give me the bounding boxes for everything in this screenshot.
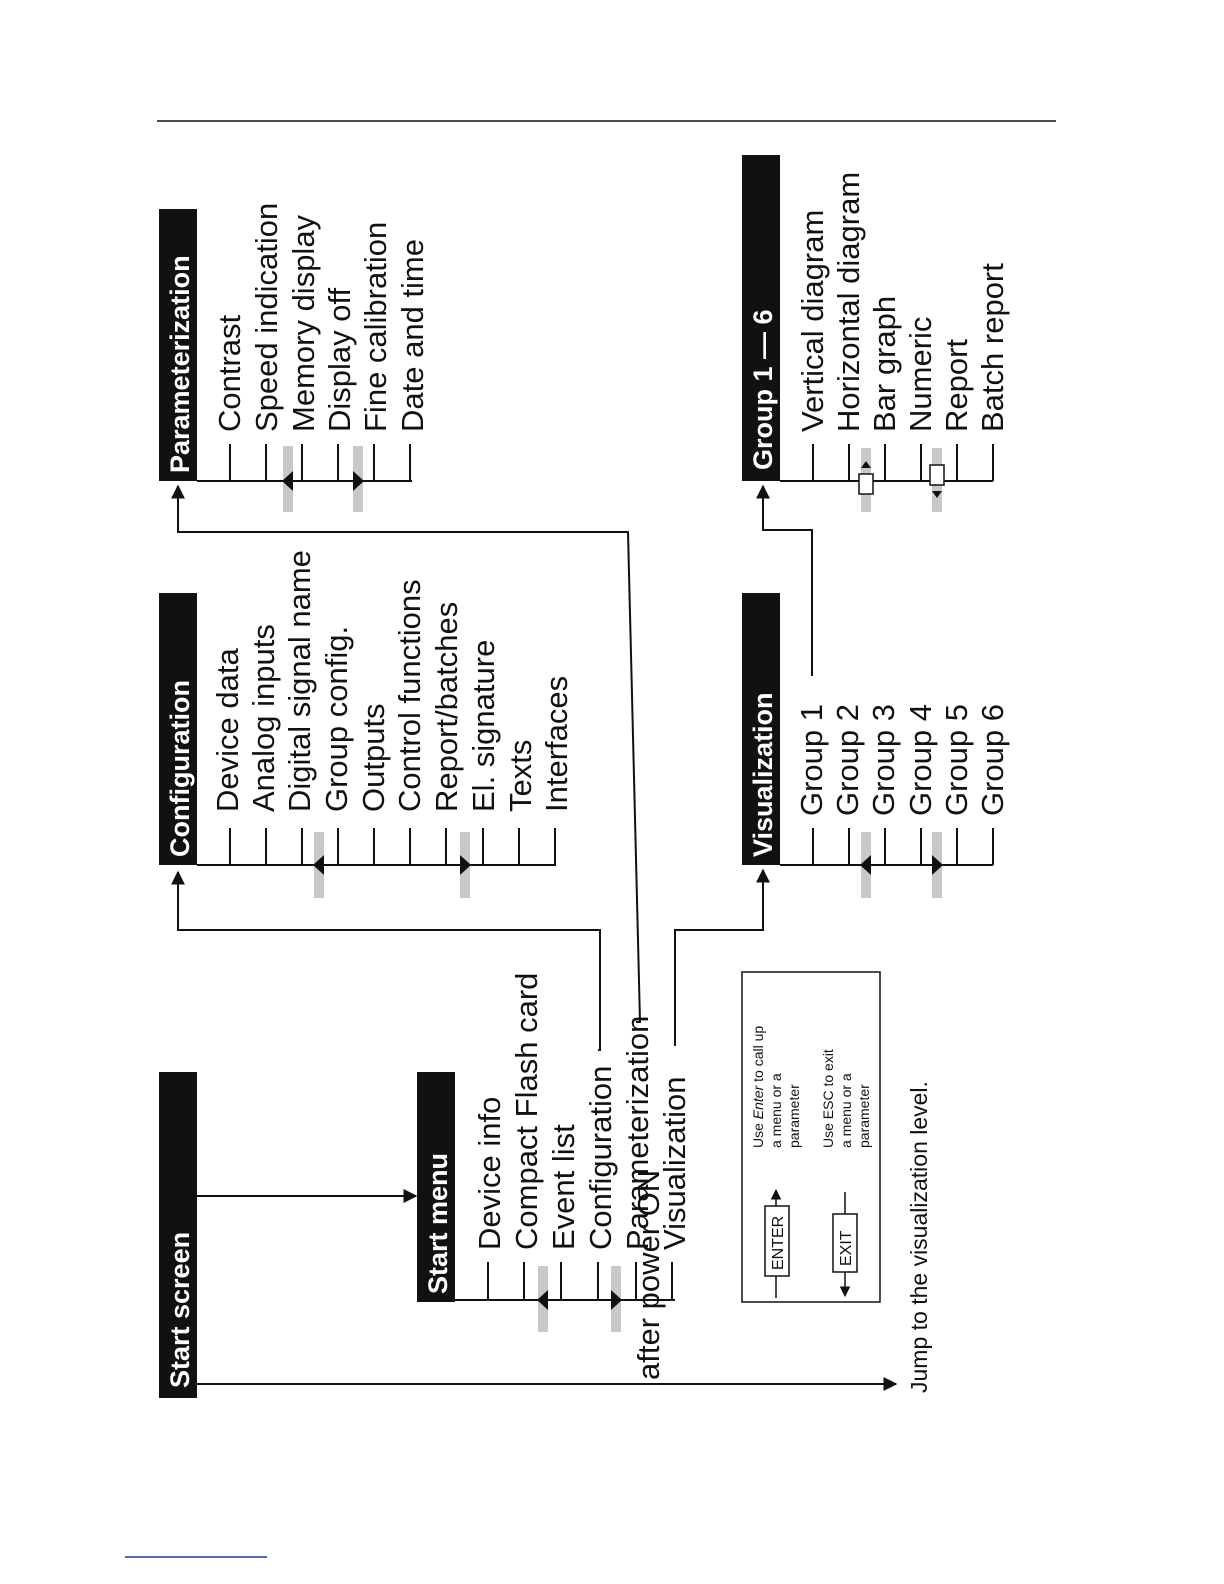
start-menu-item[interactable]: Parameterization [620, 1015, 655, 1250]
configuration-item[interactable]: Interfaces [539, 675, 574, 812]
configuration-item[interactable]: El. signature [466, 639, 501, 812]
legend-box [742, 972, 880, 1302]
parameterization-block [159, 203, 430, 512]
parameterization-item[interactable]: Date and time [395, 239, 430, 432]
start-menu-title: Start menu [423, 1152, 453, 1294]
parameterization-item[interactable]: Memory display [286, 214, 321, 432]
group-item[interactable]: Vertical diagram [795, 209, 830, 432]
after-power-on-label: after power ON [631, 1169, 666, 1380]
group-block [742, 155, 1010, 512]
visualization-item[interactable]: Group 5 [939, 703, 974, 816]
exit-description-line1: Use ESC to exit [820, 1049, 836, 1148]
configuration-item[interactable]: Device data [210, 648, 245, 812]
scroll-handle-icon [930, 465, 944, 485]
exit-description-line3: parameter [856, 1084, 872, 1148]
visualization-title: Visualization [748, 692, 778, 857]
group-item[interactable]: Numeric [903, 316, 938, 432]
configuration-block [159, 550, 574, 898]
enter-description-line3: parameter [786, 1084, 802, 1148]
configuration-item[interactable]: Outputs [356, 703, 391, 812]
parameterization-item[interactable]: Contrast [212, 314, 247, 432]
visualization-tree [780, 828, 993, 865]
configuration-item[interactable]: Group config. [319, 625, 354, 812]
parameterization-item[interactable]: Speed indication [249, 202, 284, 432]
start-menu-item[interactable]: Compact Flash card [509, 972, 544, 1250]
parameterization-tree [197, 444, 412, 481]
start-screen-title: Start screen [165, 1231, 195, 1388]
start-screen-block [159, 1072, 197, 1398]
enter-description-line1: Use Enter to call up [750, 1025, 766, 1148]
visualization-block [742, 593, 1010, 898]
group-item[interactable]: Report [939, 338, 974, 432]
parameterization-title: Parameterization [165, 255, 195, 473]
configuration-title: Configuration [165, 680, 195, 857]
configuration-item[interactable]: Report/batches [429, 601, 464, 812]
group-tree [780, 444, 993, 481]
visualization-item[interactable]: Group 6 [975, 703, 1010, 816]
group-item[interactable]: Horizontal diagram [831, 171, 866, 432]
configuration-tree [197, 828, 556, 865]
scroll-handle-icon [859, 474, 873, 494]
visualization-item[interactable]: Group 4 [903, 703, 938, 816]
configuration-item[interactable]: Analog inputs [246, 624, 281, 812]
parameterization-item[interactable]: Display off [322, 287, 357, 432]
configuration-item[interactable]: Digital signal name [282, 550, 317, 812]
visualization-item[interactable]: Group 1 [794, 703, 829, 816]
group-title: Group 1 — 6 [748, 309, 778, 470]
configuration-item[interactable]: Texts [503, 739, 538, 812]
exit-key-label: EXIT [838, 1230, 855, 1266]
enter-key-label: ENTER [770, 1215, 787, 1270]
configuration-item[interactable]: Control functions [392, 579, 427, 812]
enter-description-line2: a menu or a [768, 1073, 784, 1148]
start-menu-item[interactable]: Event list [546, 1124, 581, 1250]
visualization-item[interactable]: Group 2 [830, 703, 865, 816]
exit-description-line2: a menu or a [838, 1073, 854, 1148]
visualization-item[interactable]: Group 3 [866, 703, 901, 816]
group-item[interactable]: Batch report [975, 263, 1010, 432]
start-menu-item[interactable]: Visualization [657, 1076, 692, 1250]
group-item[interactable]: Bar graph [867, 295, 902, 432]
jump-note: Jump to the visualization level. [906, 1081, 932, 1393]
start-menu-item[interactable]: Configuration [583, 1065, 618, 1250]
parameterization-item[interactable]: Fine calibration [358, 221, 393, 432]
start-menu-item[interactable]: Device info [472, 1096, 507, 1250]
